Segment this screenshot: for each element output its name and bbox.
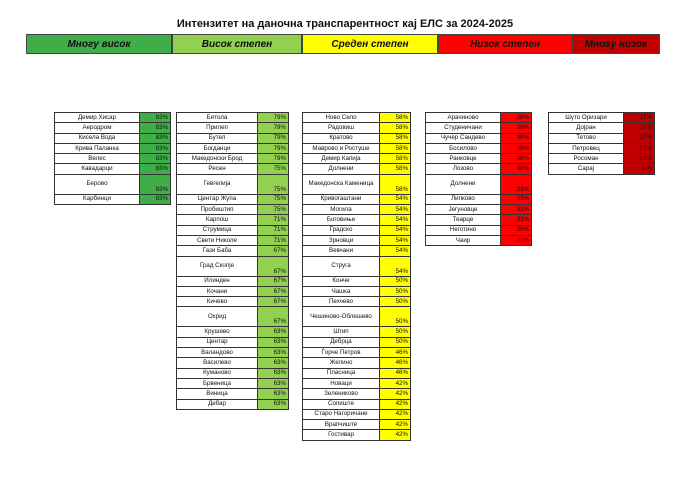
transparency-percent: 63% <box>258 389 289 399</box>
municipality-name: Кисела Вода <box>55 133 140 143</box>
transparency-percent: 50% <box>380 276 411 286</box>
municipality-name: Јегуновце <box>426 205 501 215</box>
municipality-name: Пласница <box>303 368 380 378</box>
table-row <box>426 225 532 235</box>
municipality-name: Свети Николе <box>177 235 258 245</box>
table-row <box>303 389 411 399</box>
table-row <box>426 205 532 215</box>
municipality-name: Прилеп <box>177 123 258 133</box>
municipality-name: Могила <box>303 205 380 215</box>
transparency-percent: 50% <box>380 337 411 347</box>
transparency-percent: 42% <box>380 399 411 409</box>
transparency-percent: 42% <box>380 430 411 440</box>
table-row <box>177 348 289 358</box>
transparency-percent: 83% <box>140 154 171 164</box>
table-row <box>303 235 411 245</box>
table-row <box>303 174 411 194</box>
municipality-name: Ново Село <box>303 113 380 123</box>
transparency-percent: 79% <box>258 143 289 153</box>
municipality-name: Пехчево <box>303 297 380 307</box>
table-row <box>426 143 532 153</box>
table-row <box>55 174 171 194</box>
transparency-percent: 8% <box>624 164 655 174</box>
table-row <box>177 327 289 337</box>
municipality-name: Старо Нагоричане <box>303 409 380 419</box>
table-row <box>55 113 171 123</box>
municipality-name: Карбинци <box>55 194 140 204</box>
transparency-percent: 83% <box>140 174 171 194</box>
table-row <box>303 164 411 174</box>
transparency-percent: 67% <box>258 307 289 327</box>
municipality-name: Македонски Брод <box>177 154 258 164</box>
transparency-percent: 54% <box>380 205 411 215</box>
table-row <box>426 113 532 123</box>
transparency-percent: 38% <box>501 143 532 153</box>
table-row <box>177 286 289 296</box>
table-row <box>303 378 411 388</box>
municipality-name: Арачиново <box>426 113 501 123</box>
transparency-percent: 13% <box>624 154 655 164</box>
municipality-name: Куманово <box>177 368 258 378</box>
municipality-name: Велес <box>55 154 140 164</box>
transparency-percent: 67% <box>258 256 289 276</box>
table-row <box>177 194 289 204</box>
transparency-percent: 33% <box>501 174 532 194</box>
transparency-percent: 50% <box>380 307 411 327</box>
table-row <box>303 348 411 358</box>
transparency-percent: 75% <box>258 205 289 215</box>
table-row <box>303 113 411 123</box>
table-very-high <box>54 112 171 205</box>
table-row <box>55 154 171 164</box>
municipality-name: Студеничани <box>426 123 501 133</box>
municipality-name: Градско <box>303 225 380 235</box>
municipality-name: Штип <box>303 327 380 337</box>
municipality-name: Ресен <box>177 164 258 174</box>
table-row <box>549 154 655 164</box>
transparency-percent: 79% <box>258 123 289 133</box>
municipality-name: Центар <box>177 337 258 347</box>
table-row <box>177 368 289 378</box>
table-row <box>303 430 411 440</box>
municipality-name: Чучер Сандево <box>426 133 501 143</box>
municipality-name: Гостивар <box>303 430 380 440</box>
table-row <box>303 409 411 419</box>
legend-bar <box>26 34 660 56</box>
municipality-name: Крушево <box>177 327 258 337</box>
table-row <box>177 215 289 225</box>
table-row <box>426 194 532 204</box>
table-row <box>177 174 289 194</box>
table-row <box>303 194 411 204</box>
municipality-name: Дебрца <box>303 337 380 347</box>
transparency-percent: 21% <box>501 235 532 245</box>
municipality-name: Кочани <box>177 286 258 296</box>
municipality-name: Бутел <box>177 133 258 143</box>
table-row <box>426 133 532 143</box>
municipality-name: Вевчани <box>303 246 380 256</box>
legend-high: Висок степен <box>172 34 302 54</box>
table-row <box>549 164 655 174</box>
transparency-percent: 67% <box>258 286 289 296</box>
transparency-percent: 75% <box>258 194 289 204</box>
municipality-name: Демир Капија <box>303 154 380 164</box>
municipality-name: Илинден <box>177 276 258 286</box>
table-row <box>177 246 289 256</box>
table-row <box>549 123 655 133</box>
transparency-percent: 50% <box>380 286 411 296</box>
transparency-percent: 33% <box>501 194 532 204</box>
transparency-percent: 75% <box>258 174 289 194</box>
transparency-percent: 75% <box>258 164 289 174</box>
transparency-percent: 71% <box>258 225 289 235</box>
municipality-name: Росоман <box>549 154 624 164</box>
transparency-percent: 58% <box>380 113 411 123</box>
municipality-name: Врапчиште <box>303 420 380 430</box>
municipality-name: Кривогаштани <box>303 194 380 204</box>
table-row <box>177 133 289 143</box>
transparency-percent: 54% <box>380 246 411 256</box>
table-row <box>177 358 289 368</box>
transparency-percent: 58% <box>380 143 411 153</box>
table-row <box>303 215 411 225</box>
table-row <box>177 143 289 153</box>
table-row <box>303 133 411 143</box>
municipality-name: Струмица <box>177 225 258 235</box>
table-row <box>303 286 411 296</box>
transparency-percent: 46% <box>380 358 411 368</box>
municipality-name: Виница <box>177 389 258 399</box>
transparency-percent: 83% <box>140 194 171 204</box>
table-row <box>549 143 655 153</box>
table-row <box>177 154 289 164</box>
table-row <box>426 215 532 225</box>
table-row <box>177 205 289 215</box>
municipality-name: Долнени <box>303 164 380 174</box>
table-row <box>426 123 532 133</box>
transparency-percent: 50% <box>380 297 411 307</box>
transparency-percent: 38% <box>501 123 532 133</box>
transparency-percent: 54% <box>380 194 411 204</box>
municipality-name: Новаци <box>303 378 380 388</box>
transparency-percent: 42% <box>380 420 411 430</box>
table-row <box>177 378 289 388</box>
municipality-name: Маврово и Ростуше <box>303 143 380 153</box>
table-row <box>426 164 532 174</box>
transparency-percent: 63% <box>258 327 289 337</box>
legend-low: Низок степен <box>438 34 572 54</box>
municipality-name: Гази Баба <box>177 246 258 256</box>
transparency-percent: 63% <box>258 399 289 409</box>
table-high <box>176 112 289 410</box>
municipality-name: Неготино <box>426 225 501 235</box>
transparency-percent: 83% <box>140 123 171 133</box>
transparency-percent: 58% <box>380 164 411 174</box>
table-row <box>177 164 289 174</box>
municipality-name: Радовиш <box>303 123 380 133</box>
municipality-name: Битола <box>177 113 258 123</box>
transparency-percent: 63% <box>258 368 289 378</box>
table-row <box>55 143 171 153</box>
table-row <box>303 307 411 327</box>
municipality-name: Македонска Каменица <box>303 174 380 194</box>
transparency-percent: 17% <box>624 123 655 133</box>
transparency-percent: 29% <box>501 225 532 235</box>
municipality-name: Конче <box>303 276 380 286</box>
transparency-percent: 83% <box>140 164 171 174</box>
municipality-name: Дебар <box>177 399 258 409</box>
table-row <box>303 154 411 164</box>
table-row <box>55 194 171 204</box>
table-row <box>177 389 289 399</box>
transparency-percent: 71% <box>258 215 289 225</box>
municipality-name: Крива Паланка <box>55 143 140 153</box>
municipality-name: Брвеница <box>177 378 258 388</box>
transparency-percent: 71% <box>258 235 289 245</box>
transparency-percent: 13% <box>624 143 655 153</box>
table-row <box>177 113 289 123</box>
table-row <box>303 368 411 378</box>
municipality-name: Сарај <box>549 164 624 174</box>
transparency-percent: 79% <box>258 133 289 143</box>
municipality-name: Ранковце <box>426 154 501 164</box>
transparency-percent: 63% <box>258 337 289 347</box>
transparency-percent: 83% <box>140 143 171 153</box>
transparency-percent: 58% <box>380 154 411 164</box>
transparency-percent: 54% <box>380 235 411 245</box>
transparency-percent: 17% <box>624 113 655 123</box>
transparency-percent: 83% <box>140 133 171 143</box>
transparency-percent: 38% <box>501 154 532 164</box>
transparency-percent: 42% <box>380 378 411 388</box>
municipality-name: Сопиште <box>303 399 380 409</box>
table-row <box>549 133 655 143</box>
municipality-name: Охрид <box>177 307 258 327</box>
municipality-name: Аеродром <box>55 123 140 133</box>
transparency-percent: 79% <box>258 154 289 164</box>
transparency-percent: 83% <box>140 113 171 123</box>
transparency-percent: 63% <box>258 358 289 368</box>
transparency-percent: 63% <box>258 378 289 388</box>
transparency-percent: 58% <box>380 123 411 133</box>
table-low <box>425 112 532 246</box>
municipality-name: Дојран <box>549 123 624 133</box>
municipality-name: Боговиње <box>303 215 380 225</box>
table-row <box>177 235 289 245</box>
transparency-percent: 38% <box>501 164 532 174</box>
table-row <box>549 113 655 123</box>
municipality-name: Желино <box>303 358 380 368</box>
municipality-name: Зелениково <box>303 389 380 399</box>
table-row <box>303 246 411 256</box>
table-row <box>177 225 289 235</box>
transparency-percent: 58% <box>380 133 411 143</box>
transparency-percent: 67% <box>258 276 289 286</box>
transparency-percent: 46% <box>380 368 411 378</box>
table-row <box>177 276 289 286</box>
municipality-name: Тетово <box>549 133 624 143</box>
transparency-percent: 54% <box>380 256 411 276</box>
legend-very-high: Многу висок <box>26 34 172 54</box>
municipality-name: Чешиново-Облешево <box>303 307 380 327</box>
table-row <box>177 399 289 409</box>
municipality-name: Пробиштип <box>177 205 258 215</box>
municipality-name: Василево <box>177 358 258 368</box>
legend-very-low: Многу низок <box>572 34 660 54</box>
transparency-percent: 54% <box>380 225 411 235</box>
table-row <box>303 256 411 276</box>
municipality-name: Чаир <box>426 235 501 245</box>
transparency-percent: 38% <box>501 113 532 123</box>
municipality-name: Богданци <box>177 143 258 153</box>
municipality-name: Кичево <box>177 297 258 307</box>
transparency-percent: 63% <box>258 348 289 358</box>
municipality-name: Лозово <box>426 164 501 174</box>
table-row <box>303 143 411 153</box>
table-row <box>303 327 411 337</box>
table-row <box>426 235 532 245</box>
table-row <box>177 297 289 307</box>
legend-medium: Среден степен <box>302 34 438 54</box>
table-row <box>426 154 532 164</box>
table-row <box>303 420 411 430</box>
municipality-name: Гевгелија <box>177 174 258 194</box>
transparency-percent: 46% <box>380 348 411 358</box>
transparency-percent: 38% <box>501 133 532 143</box>
table-row <box>303 205 411 215</box>
municipality-name: Струга <box>303 256 380 276</box>
table-row <box>426 174 532 194</box>
table-row <box>177 256 289 276</box>
transparency-percent: 79% <box>258 113 289 123</box>
table-row <box>303 337 411 347</box>
table-row <box>303 399 411 409</box>
municipality-name: Долнени <box>426 174 501 194</box>
transparency-percent: 33% <box>501 215 532 225</box>
municipality-name: Босилово <box>426 143 501 153</box>
transparency-percent: 33% <box>501 205 532 215</box>
municipality-name: Ѓорче Петров <box>303 348 380 358</box>
municipality-name: Кратово <box>303 133 380 143</box>
table-row <box>303 276 411 286</box>
table-row <box>303 123 411 133</box>
table-row <box>303 225 411 235</box>
municipality-name: Чашка <box>303 286 380 296</box>
page-title: Интензитет на даночна транспарентност кај ЕЛС за 2024-2025 <box>176 18 514 30</box>
municipality-name: Кавадарци <box>55 164 140 174</box>
transparency-percent: 58% <box>380 174 411 194</box>
municipality-name: Демир Хисар <box>55 113 140 123</box>
municipality-name: Берово <box>55 174 140 194</box>
table-row <box>55 164 171 174</box>
table-very-low <box>548 112 655 175</box>
municipality-name: Зрновци <box>303 235 380 245</box>
transparency-percent: 42% <box>380 409 411 419</box>
transparency-percent: 17% <box>624 133 655 143</box>
table-row <box>55 133 171 143</box>
municipality-name: Липково <box>426 194 501 204</box>
municipality-name: Теарце <box>426 215 501 225</box>
table-medium <box>302 112 411 441</box>
transparency-percent: 67% <box>258 246 289 256</box>
municipality-name: Петровец <box>549 143 624 153</box>
municipality-name: Карпош <box>177 215 258 225</box>
table-row <box>303 297 411 307</box>
municipality-name: Шуто Оризари <box>549 113 624 123</box>
transparency-percent: 42% <box>380 389 411 399</box>
municipality-name: Град Скопје <box>177 256 258 276</box>
transparency-percent: 50% <box>380 327 411 337</box>
table-row <box>177 337 289 347</box>
table-row <box>303 358 411 368</box>
municipality-name: Центар Жупа <box>177 194 258 204</box>
transparency-percent: 54% <box>380 215 411 225</box>
transparency-percent: 67% <box>258 297 289 307</box>
table-row <box>177 307 289 327</box>
municipality-name: Валандово <box>177 348 258 358</box>
table-row <box>55 123 171 133</box>
table-row <box>177 123 289 133</box>
